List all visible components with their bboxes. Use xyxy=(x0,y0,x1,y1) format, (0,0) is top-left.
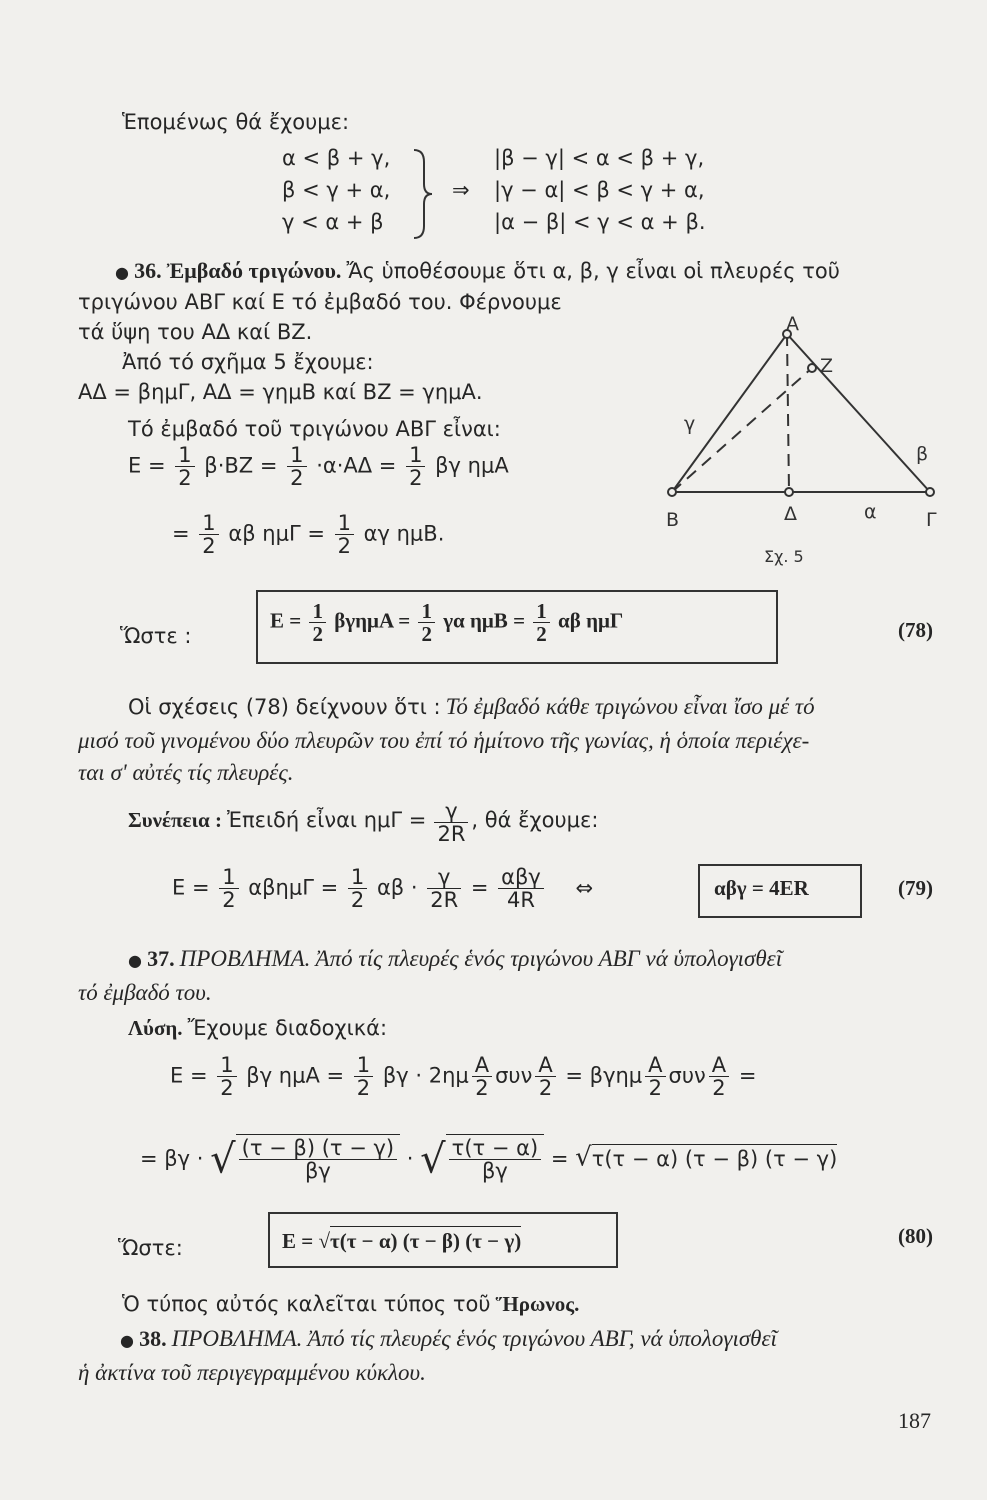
den: 2 xyxy=(421,622,432,647)
area-formula-1 xyxy=(128,444,509,489)
fraction xyxy=(709,1054,729,1099)
s36-line2: τριγώνου ΑΒΓ καί Ε τό ἐμβαδό του. Φέρνουμε xyxy=(78,290,562,314)
eq-part: = xyxy=(738,1063,757,1088)
point-D xyxy=(785,488,793,496)
bullet-icon: ● xyxy=(120,1331,134,1350)
eq-part: Ε = xyxy=(172,875,210,900)
num: Α xyxy=(472,1054,492,1077)
eq-part: βγ ημΑ xyxy=(435,453,509,478)
eq79-boxed: αβγ = 4ER xyxy=(714,876,809,900)
para-text: Οἱ σχέσεις (78) δείχνουν ὅτι : xyxy=(128,695,441,719)
den: 2 xyxy=(337,534,351,559)
num: 1 xyxy=(348,866,367,889)
eq-part: βγημΑ = xyxy=(334,608,411,633)
s38-text2: ἡ ἀκτίνα τοῦ περιγεγραμμένου κύκλου. xyxy=(78,1360,426,1385)
area-formula-2 xyxy=(172,512,444,557)
para-italic: Τό ἐμβαδό κάθε τριγώνου εἶναι ἴσο μέ τό xyxy=(445,694,815,719)
den: 2 xyxy=(538,1076,553,1101)
eq-part: = xyxy=(550,1146,569,1171)
iff-arrow: ⇔ xyxy=(575,875,594,900)
eq-part: αγ ημΒ. xyxy=(363,521,445,546)
right-brace-icon xyxy=(412,148,436,240)
eq-part: αβ · xyxy=(376,875,418,900)
label-b: β xyxy=(916,443,929,465)
side-AG xyxy=(787,334,930,492)
label-Z: Ζ xyxy=(820,355,834,377)
fraction xyxy=(175,444,194,489)
s37-text2: τό ἐμβαδό του. xyxy=(78,980,212,1005)
solution-formula-2 xyxy=(140,1134,837,1183)
implies-arrow: ⇒ xyxy=(452,178,470,202)
eq-part: αβημΓ = xyxy=(248,875,339,900)
problem-text: Ἀπό τίς πλευρές ἑνός τριγώνου ΑΒΓ νά ὑπολογισθεῖ xyxy=(315,946,783,971)
num: Α xyxy=(709,1054,729,1077)
num: 1 xyxy=(406,444,425,467)
num: 1 xyxy=(287,444,306,467)
sqrt-group xyxy=(236,1134,400,1182)
num: Α xyxy=(645,1054,665,1077)
eq79-formula xyxy=(172,866,593,911)
eq-part: γα ημΒ = xyxy=(443,608,526,633)
num: 1 xyxy=(175,444,194,467)
eq-part: βγ · 2ημ xyxy=(382,1063,469,1088)
fraction xyxy=(219,866,238,911)
fraction xyxy=(427,866,461,911)
problem-title: ΠΡΟΒΛΗΜΑ. xyxy=(171,1326,303,1351)
triangle-figure xyxy=(650,300,960,590)
fraction xyxy=(239,1137,397,1182)
consequence-post: , θά ἔχουμε: xyxy=(471,808,599,833)
solution-formula-1 xyxy=(170,1054,756,1099)
num: 1 xyxy=(309,600,326,623)
num: γ xyxy=(434,800,468,823)
eq-part: Ε = xyxy=(170,1063,208,1088)
fraction xyxy=(645,1054,665,1099)
fraction xyxy=(472,1054,492,1099)
fraction xyxy=(533,600,550,645)
problem-text: Ἀπό τίς πλευρές ἑνός τριγώνου ΑΒΓ, νά ὑπολογισθεῖ xyxy=(307,1326,777,1351)
eq-part: = βγ · xyxy=(140,1146,204,1171)
section-number: 37. xyxy=(147,946,175,971)
eq-part: αβ ημΓ = xyxy=(228,521,325,546)
consequence-line xyxy=(128,800,598,845)
consequence-text: Ἐπειδή εἶναι ημΓ = xyxy=(227,808,427,833)
label-D: Δ xyxy=(784,503,797,525)
den: 2 xyxy=(475,1076,489,1101)
section-number: 38. xyxy=(139,1326,167,1351)
ineq-left-1: α < β + γ, xyxy=(282,146,391,170)
den: 4R xyxy=(507,888,535,913)
vertex-B xyxy=(668,488,676,496)
fraction xyxy=(354,1054,373,1099)
den: 2R xyxy=(437,822,466,847)
altitude-AD xyxy=(787,334,789,492)
heron-text: Ὁ τύπος αὐτός καλεῖται τύπος τοῦ xyxy=(122,1292,491,1316)
num: 1 xyxy=(199,512,218,535)
para78-line2: μισό τοῦ γινομένου δύο πλευρῶν του ἐπί τό ἡμίτονο τῆς γωνίας, ἡ ὁποία περιέχε- xyxy=(78,728,810,753)
eq-part: = xyxy=(172,521,190,546)
den: 2R xyxy=(430,888,459,913)
heron-name: Ἥρωνος. xyxy=(495,1292,580,1316)
fraction xyxy=(418,600,435,645)
eq-part: βγ ημΑ = xyxy=(246,1063,345,1088)
consequence-head: Συνέπεια : xyxy=(128,808,222,833)
eq-part: συν xyxy=(668,1063,706,1088)
fraction xyxy=(535,1054,555,1099)
radical-icon: √ xyxy=(575,1142,592,1173)
s36-line4: Ἀπό τό σχῆμα 5 ἔχουμε: xyxy=(122,350,374,374)
label-A: Α xyxy=(786,313,799,335)
eq-part: · xyxy=(406,1146,414,1171)
fraction xyxy=(406,444,425,489)
sqrt-content: τ(τ − α) (τ − β) (τ − γ) xyxy=(592,1144,838,1171)
ineq-left-2: β < γ + α, xyxy=(282,178,391,202)
fraction xyxy=(217,1054,236,1099)
num: 1 xyxy=(354,1054,373,1077)
section-38-heading xyxy=(120,1326,777,1352)
vertex-G xyxy=(926,488,934,496)
num: τ(τ − α) xyxy=(449,1137,541,1160)
eq79-number: (79) xyxy=(898,876,933,900)
num: (τ − β) (τ − γ) xyxy=(239,1137,397,1160)
fraction xyxy=(449,1137,541,1182)
den: 2 xyxy=(220,1076,234,1101)
den: 2 xyxy=(712,1076,726,1101)
num: 1 xyxy=(335,512,354,535)
s36-line6: Τό ἐμβαδό τοῦ τριγώνου ΑΒΓ εἶναι: xyxy=(128,417,501,441)
ineq-right-3: |α − β| < γ < α + β. xyxy=(494,210,706,234)
ineq-right-2: |γ − α| < β < γ + α, xyxy=(494,178,705,202)
problem-title: ΠΡΟΒΛΗΜΑ. xyxy=(179,946,311,971)
eq78-label: Ὥστε : xyxy=(120,624,192,648)
eq80-label: Ὥστε: xyxy=(118,1236,183,1260)
label-g: γ xyxy=(684,413,696,435)
den: 2 xyxy=(178,466,192,491)
section-36-heading xyxy=(115,258,840,284)
fraction xyxy=(287,444,306,489)
den: 2 xyxy=(648,1076,663,1101)
eq-part: = xyxy=(470,875,489,900)
den: 2 xyxy=(312,622,323,647)
ineq-right-1: |β − γ| < α < β + γ, xyxy=(494,146,705,170)
label-G: Γ xyxy=(926,509,937,531)
label-B: Β xyxy=(666,509,680,531)
s36-line3: τά ὕψη του ΑΔ καί ΒΖ. xyxy=(78,320,313,344)
section-text-line: Ἄς ὑποθέσουμε ὅτι α, β, γ εἶναι οἱ πλευρές τοῦ xyxy=(346,259,840,283)
eq-part: Ε = xyxy=(282,1229,314,1253)
para78-line3: ται σ' αὐτές τίς πλευρές. xyxy=(78,760,294,785)
eq-part: Ε = xyxy=(270,608,302,633)
eq78-number: (78) xyxy=(898,618,933,642)
radical-icon: √ xyxy=(210,1136,236,1183)
heron-line xyxy=(122,1292,579,1317)
radical-icon: √ xyxy=(420,1136,446,1183)
bullet-icon: ● xyxy=(115,263,129,282)
den: βγ xyxy=(481,1159,508,1184)
section-title: Ἐμβαδό τριγώνου. xyxy=(166,258,342,283)
fraction xyxy=(199,512,218,557)
den: 2 xyxy=(350,888,365,913)
bullet-icon: ● xyxy=(128,951,142,970)
num: αβγ xyxy=(498,866,544,889)
label-a: α xyxy=(864,501,877,523)
intro-text: Ἑπομένως θά ἔχουμε: xyxy=(122,110,350,134)
section-37-heading xyxy=(128,946,782,972)
fraction xyxy=(335,512,354,557)
eq-part: Ε = xyxy=(128,453,166,478)
fraction xyxy=(498,866,544,911)
point-Z xyxy=(808,364,816,372)
eq-part: συν xyxy=(495,1063,533,1088)
eq-part: ·α·ΑΔ = xyxy=(316,453,397,478)
sqrt-group xyxy=(446,1134,544,1182)
den: 2 xyxy=(290,466,304,491)
eq-part: αβ ημΓ xyxy=(558,608,624,633)
den: 2 xyxy=(356,1076,371,1101)
s36-line5: ΑΔ = βημΓ, ΑΔ = γημΒ καί ΒΖ = γημΑ. xyxy=(78,380,483,404)
eq-part: β·ΒΖ = xyxy=(204,453,278,478)
num: 1 xyxy=(217,1054,236,1077)
den: 2 xyxy=(536,622,547,647)
fraction xyxy=(348,866,367,911)
eq80-number: (80) xyxy=(898,1224,933,1248)
solution-head: Λύση. xyxy=(128,1016,183,1040)
sqrt-content: τ(τ − α) (τ − β) (τ − γ) xyxy=(330,1226,521,1254)
eq80-formula xyxy=(282,1226,521,1254)
den: βγ xyxy=(304,1159,331,1184)
den: 2 xyxy=(222,888,236,913)
num: 1 xyxy=(533,600,550,623)
figure-caption: Σχ. 5 xyxy=(764,547,804,566)
num: 1 xyxy=(219,866,238,889)
page-number: 187 xyxy=(898,1408,931,1433)
ineq-left-3: γ < α + β xyxy=(282,210,384,234)
eq78-formula xyxy=(270,600,623,645)
eq-part: = βγημ xyxy=(565,1063,643,1088)
section-number: 36. xyxy=(134,258,162,283)
den: 2 xyxy=(409,466,423,491)
solution-text: Ἔχουμε διαδοχικά: xyxy=(187,1016,388,1040)
solution-line xyxy=(128,1016,387,1041)
den: 2 xyxy=(202,534,216,559)
fraction xyxy=(309,600,326,645)
num: 1 xyxy=(418,600,435,623)
radical-icon: √ xyxy=(318,1229,331,1253)
para78-line1 xyxy=(128,694,815,720)
fraction xyxy=(434,800,468,845)
num: Α xyxy=(535,1054,555,1077)
num: γ xyxy=(427,866,461,889)
